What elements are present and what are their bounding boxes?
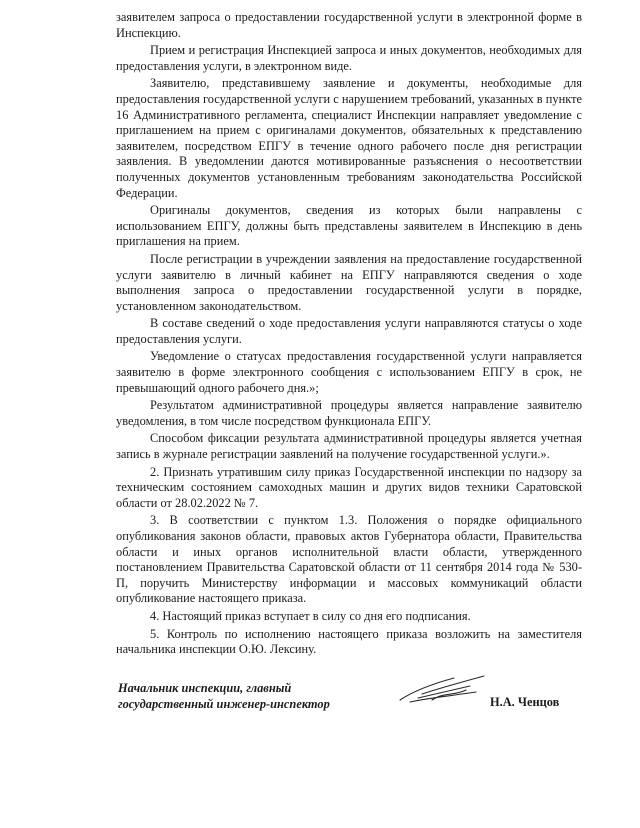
paragraph: После регистрации в учреждении заявления на предоставление государственной услуги заявителю в личный кабинет на ЕПГУ направляются сведения о ходе выполнения запроса о предоставлении государственной услуги в порядке, установленном законодательством. [116,251,582,313]
paragraph: Оригиналы документов, сведения из которых были направлены с использованием ЕПГУ, должны быть представлены заявителем в Инспекцию в день приглашения на прием. [116,203,582,249]
document-body [116,10,582,660]
signatory-name: Н.А. Ченцов [490,695,560,709]
handwritten-signature [392,670,492,710]
paragraph: Уведомление о статусах предоставления государственной услуги направляется заявителю в форме электронного сообщения с использованием ЕПГУ в срок, не превышающий одного рабочего дня.»; [116,349,582,395]
paragraph: Прием и регистрация Инспекцией запроса и иных документов, необходимых для предоставления услуги, в электронном виде. [116,43,582,73]
signatory-position: Начальник инспекции, главный государственный инженер-инспектор [118,681,330,711]
paragraph: Способом фиксации результата административной процедуры является учетная запись в журнале регистрации заявлений на получение государственной услуги.». [116,431,582,462]
paragraph: 2. Признать утратившим силу приказ Государственной инспекции по надзору за техническим состоянием самоходных машин и других видов техники Саратовской области от 28.02.2022 № 7. [116,464,582,510]
paragraph: В составе сведений о ходе предоставления услуги направляются статусы о ходе предоставления услуги. [116,316,582,346]
paragraph: Заявителю, представившему заявление и документы, необходимые для предоставления государственной услуги с нарушением требований, указанных в пункте 16 Административного регламента, специалист Инспекции направляет уведомление с приглашением на прием с оригиналами документов, обязательных к представлению заявителем, посредством ЕПГУ в течение одного рабочего после дня регистрации заявления. В уведомлении даются мотивированные разъяснения о несоответствии полученных документов установленным требованиям законодательства Российской Федерации. [116,76,582,200]
paragraph: заявителем запроса о предоставлении государственной услуги в электронной форме в Инспекцию. [116,10,582,40]
paragraph: 5. Контроль по исполнению настоящего приказа возложить на заместителя начальника инспекции О.Ю. Лексину. [116,626,582,657]
paragraph: 3. В соответствии с пунктом 1.3. Положения о порядке официального опубликования законов области, правовых актов Губернатора области, Правительства области и иных органов исполнительной власти области, утвержденного постановлением Правительства Саратовской области от 11 сентября 2014 года № 530-П, поручить Министерству информации и массовых коммуникаций области опубликование настоящего приказа. [116,513,582,606]
paragraph: 4. Настоящий приказ вступает в силу со дня его подписания. [150,608,471,623]
paragraph: Результатом административной процедуры является направление заявителю уведомления, в том числе посредством функционала ЕПГУ. [116,398,582,428]
